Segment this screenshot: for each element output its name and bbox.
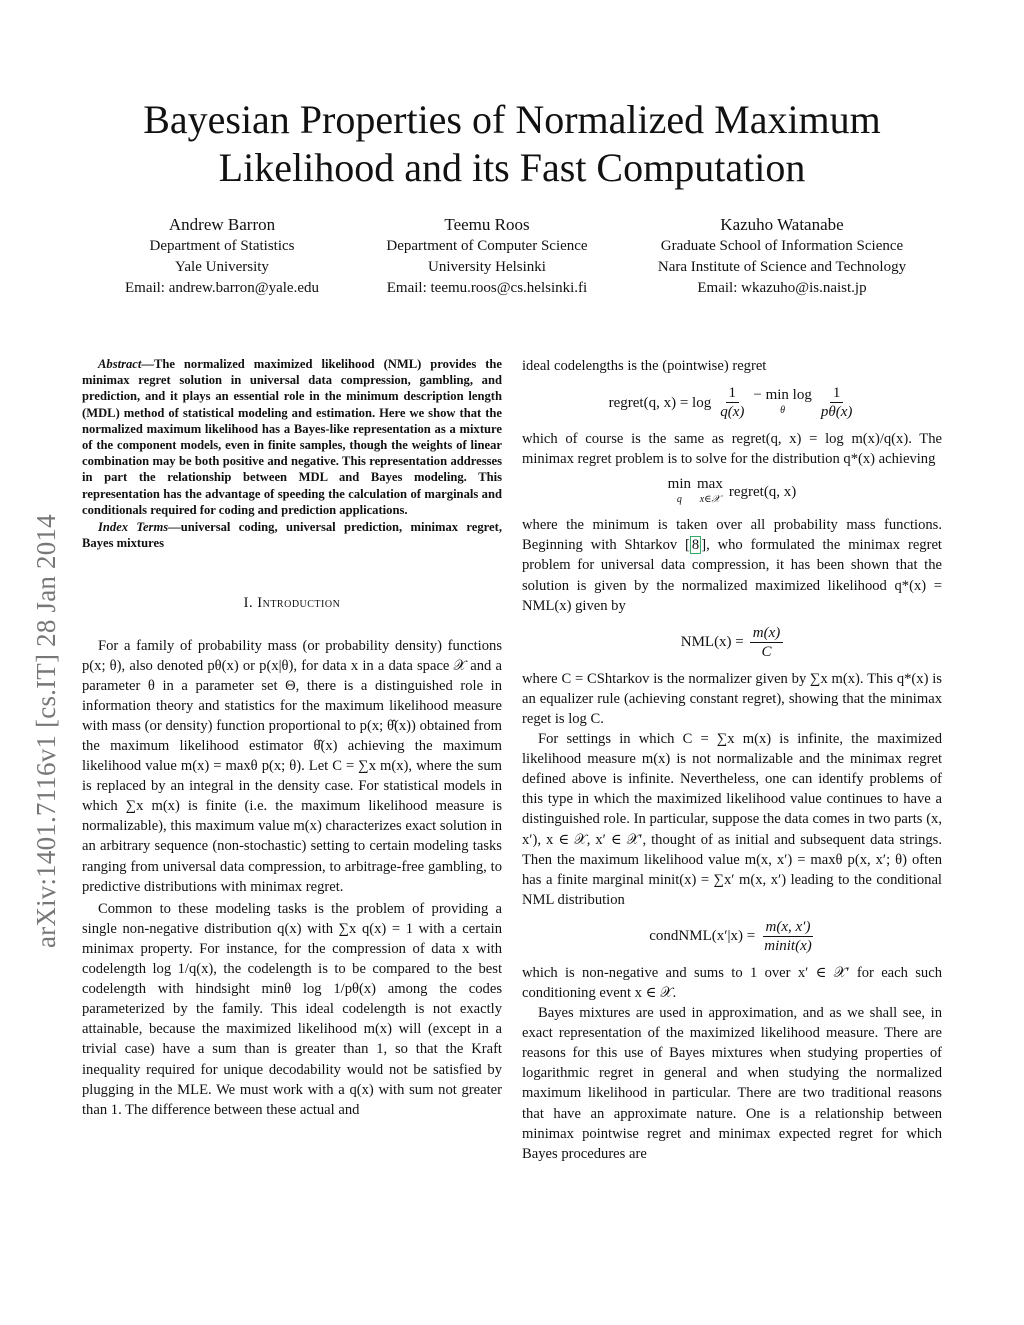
eq-regret-min [753,388,811,418]
right-text-6: which is non-negative and sums to 1 over x′ ∈ 𝒳′ for each such conditioning event x ∈ 𝒳. [522,964,942,1001]
eq-regret-min-limit: θ [780,404,786,416]
author-institution: University Helsinki [428,259,546,275]
eq-minimax-min-op: min [667,476,692,493]
eq-condnml-frac [761,918,814,955]
eq-regret-frac-2 [818,384,856,421]
eq-regret-den-1: q(x) [720,404,745,421]
eq-nml-frac [750,624,783,661]
eq-minimax-min-limit: q [676,494,682,506]
author-name: Kazuho Watanabe [720,215,844,234]
author-email: Email: wkazuho@is.naist.jp [697,280,867,296]
eq-minimax-max-limit: x∈𝒳 [699,494,721,506]
eq-regret-lhs: regret(q, x) = log [608,394,712,411]
equation-minimax [522,477,942,507]
index-terms-text: —universal coding, universal prediction, minimax regret, Bayes mixtures [82,520,502,551]
right-text-3a: where the minimum is taken over all probability mass functions. Beginning with Shtarkov [ [522,517,942,554]
author-3 [632,213,932,299]
author-email: Email: andrew.barron@yale.edu [124,280,319,296]
left-column [82,356,502,1120]
author-name: Andrew Barron [168,215,276,234]
citation-link[interactable]: 8 [691,537,700,554]
eq-regret-frac-1 [717,384,747,421]
intro-paragraph-2: Common to these modeling tasks is the problem of providing a single non-negative distribution q(x) with ∑x q(x) = 1 with a certain minimax property. For instance, for the compression of data x with codelength log 1/q(x), the codelength is to be compared to the best codelength with hindsight minθ log 1/pθ(x) among the codes parameterized by the family. This ideal codelength is not exactly attainable, because the maximized likelihood m(x) will (except in a trivial case) have a sum than is greater than 1, so that the Kraft inequality required for unique decodability would not be satisfied by plugging in the MLE. We must work with a q(x) with sum not greater than 1. The difference between these actual and [82,900,502,1118]
eq-nml-den: C [761,643,772,660]
equation-regret [522,384,942,421]
right-text-4: where C = CShtarkov is the normalizer given by ∑x m(x). This q*(x) is an equalizer rule (achieving constant regret), showing that the minimax reget is log C. [522,670,942,727]
author-institution: Yale University [175,259,269,275]
equation-nml [522,624,942,661]
index-terms-lead: Index Terms [98,520,169,535]
arxiv-identifier: arXiv:1401.7116v1 [cs.IT] 28 Jan 2014 [31,514,61,948]
abstract [82,356,502,518]
eq-nml-num: m(x) [750,624,783,643]
right-paragraph-7: Bayes mixtures are used in approximation, and as we shall see, in exact representation of the maximized likelihood measure. There are reasons for this use of Bayes mixtures when studying properties of logarithmic regret in general and when studying the normalized maximum likelihood in particular. There are two traditional reasons that have an approximate nature. One is a relationship between minimax pointwise regret and minimax expected regret for which Bayes procedures are [522,1005,942,1162]
eq-condnml-den: minit(x) [764,937,812,954]
eq-regret-min-op: − min log [753,386,812,403]
eq-regret-den-2: pθ(x) [820,404,853,421]
author-dept: Graduate School of Information Science [660,238,904,254]
right-paragraph-5: For settings in which C = ∑x m(x) is infinite, the maximized likelihood measure m(x) is not normalizable and the minimax regret defined above is infinite. Nevertheless, one can identify problems of this type in which the maximized likelihood value continues to have a distinguished role. In particular, suppose the data comes in two parts (x, x′), x ∈ 𝒳, x′ ∈ 𝒳′, thought of as initial and subsequent data strings. Then the maximum likelihood value m(x, x′) = maxθ p(x, x′; θ) often has a finite marginal minit(x) = ∑x′ m(x, x′) leading to the conditional NML distribution [522,731,942,908]
eq-regret-num-1: 1 [726,384,740,403]
author-email: Email: teemu.roos@cs.helsinki.fi [386,280,588,296]
author-institution: Nara Institute of Science and Technology [657,259,907,275]
eq-minimax-max-op: max [697,476,723,493]
author-dept: Department of Computer Science [386,238,588,254]
eq-condnml-lhs: condNML(x′|x) = [649,928,756,945]
title-line-2: Likelihood and its Fast Computation [218,145,806,190]
section-title: Introduction [257,595,341,612]
right-text-3 [522,515,942,615]
author-name: Teemu Roos [444,215,530,234]
author-1 [102,213,342,299]
abstract-text: —The normalized maximized likelihood (NML) provides the minimax regret solution in universal data compression, gambling, and prediction, and it plays an essential role in the minimum description length (MDL) method of statistical modeling and estimation. Here we show that the normalized maximum likelihood has a Bayes-like representation as a mixture of the component models, even in finite samples, though the weights of linear combination may be both positive and negative. This representation addresses in part the relationship between MDL and Bayes modeling. This representation has the advantage of speeding the calculation of marginals and conditionals required for coding and prediction applications. [82,357,502,517]
author-2 [367,213,607,299]
author-block [102,213,932,299]
author-dept: Department of Statistics [149,238,295,254]
paper-title [100,96,924,192]
abstract-lead: Abstract [98,357,142,371]
eq-regret-num-2: 1 [830,384,844,403]
index-terms [82,519,502,551]
title-line-1: Bayesian Properties of Normalized Maximum [143,97,881,142]
eq-nml-lhs: NML(x) = [680,634,744,651]
intro-paragraph-1: For a family of probability mass (or probability density) functions p(x; θ), also denoted pθ(x) or p(x|θ), for data x in a data space 𝒳 and a parameter θ in a parameter set Θ, there is a distinguished role in information theory and statistics for the maximum likelihood measure with mass (or density) function proportional to p(x; θ̂(x)) obtained from the maximum likelihood estimator θ̂(x) achieving the maximum likelihood value m(x) = maxθ p(x; θ). Let C = ∑x m(x), where the sum is replaced by an integral in the density case. For statistical models in which ∑x m(x) is finite (i.e. the maximum likelihood measure is normalizable), this maximum value m(x) characterizes exact solution in an arbitrary sequence (non-stochastic) setting to certain modeling tasks ranging from universal data compression, to arbitrage-free gambling, to predictive distributions with minimax regret. [82,637,502,895]
right-text-3b: ], who formulated the minimax regret problem for universal data compression, it has been shown that the solution is given by the normalized maximized likelihood q*(x) = NML(x) given by [522,537,942,614]
right-text-1: ideal codelengths is the (pointwise) regret [522,358,767,374]
section-heading-introduction [82,593,502,613]
eq-minimax-min [668,477,691,507]
equation-condnml [522,918,942,955]
right-text-2: which of course is the same as regret(q, x) = log m(x)/q(x). The minimax regret problem is to solve for the distribution q*(x) achieving [522,431,942,468]
eq-minimax-max [697,477,723,507]
right-column [522,356,942,1164]
eq-minimax-body: regret(q, x) [728,484,797,501]
eq-condnml-num: m(x, x′) [763,918,814,937]
section-number: I. [243,595,254,612]
